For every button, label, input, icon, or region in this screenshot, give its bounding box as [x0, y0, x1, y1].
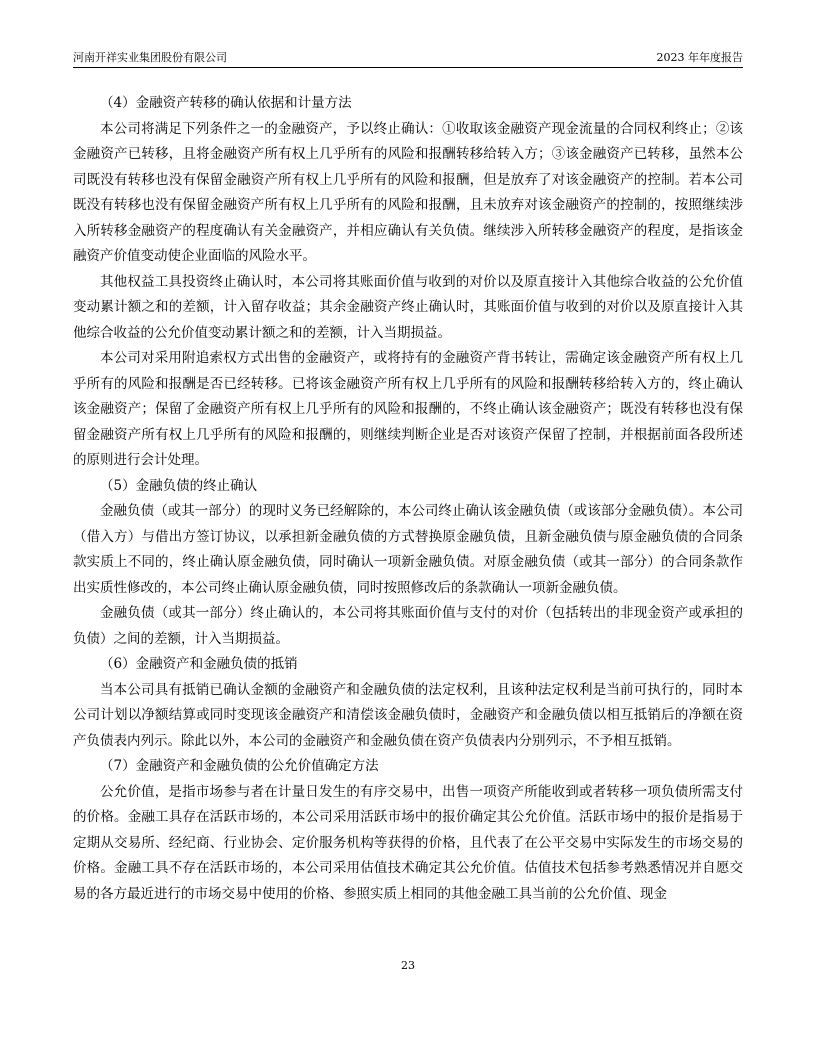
document-body — [73, 91, 743, 907]
page-header — [73, 50, 743, 66]
paragraph: 金融负债（或其一部分）的现时义务已经解除的，本公司终止确认该金融负债（或该部分金融负债）。本公司（借入方）与借出方签订协议，以承担新金融负债的方式替换原金融负债，且新金融负债与原金融负债的合同条款实质上不同的，终止确认原金融负债，同时确认一项新金融负债。对原金融负债（或其一部分）的合同条款作出实质性修改的，本公司终止确认原金融负债，同时按照修改后的条款确认一项新金融负债。 — [73, 503, 743, 596]
page-number: 23 — [401, 959, 415, 972]
paragraph: 当本公司具有抵销已确认金额的金融资产和金融负债的法定权利，且该种法定权利是当前可执行的，同时本公司计划以净额结算或同时变现该金融资产和清偿该金融负债时，金融资产和金融负债以相互抵销后的净额在资产负债表内列示。除此以外，本公司的金融资产和金融负债在资产负债表内分别列示，不予相互抵销。 — [73, 681, 743, 749]
header-company-name: 河南开祥实业集团股份有限公司 — [73, 51, 227, 64]
paragraph: 公允价值，是指市场参与者在计量日发生的有序交易中，出售一项资产所能收到或者转移一项负债所需支付的价格。金融工具存在活跃市场的，本公司采用活跃市场中的报价确定其公允价值。活跃市场中的报价是指易于定期从交易所、经纪商、行业协会、定价服务机构等获得的价格，且代表了在公平交易中实际发生的市场交易的价格。金融工具不存在活跃市场的，本公司采用估值技术确定其公允价值。估值技术包括参考熟悉情况并自愿交易的各方最近进行的市场交易中使用的价格、参照实质上相同的其他金融工具当前的公允价值、现金 — [73, 783, 743, 902]
paragraph: 其他权益工具投资终止确认时，本公司将其账面价值与收到的对价以及原直接计入其他综合收益的公允价值变动累计额之和的差额，计入留存收益；其余金融资产终止确认时，其账面价值与收到的对价以及原直接计入其他综合收益的公允价值变动累计额之和的差额，计入当期损益。 — [73, 273, 743, 341]
header-divider — [73, 67, 743, 68]
section-heading-7: （7）金融资产和金融负债的公允价值确定方法 — [100, 758, 379, 774]
paragraph: 金融负债（或其一部分）终止确认的，本公司将其账面价值与支付的对价（包括转出的非现金资产或承担的负债）之间的差额，计入当期损益。 — [73, 605, 743, 647]
paragraph: 本公司对采用附追索权方式出售的金融资产，或将持有的金融资产背书转让，需确定该金融资产所有权上几乎所有的风险和报酬是否已经转移。已将该金融资产所有权上几乎所有的风险和报酬转移给转入方的，终止确认该金融资产；保留了金融资产所有权上几乎所有的风险和报酬的，不终止确认该金融资产；既没有转移也没有保留金融资产所有权上几乎所有的风险和报酬的，则继续判断企业是否对该资产保留了控制，并根据前面各段所述的原则进行会计处理。 — [73, 350, 743, 468]
header-report-title: 2023 年年度报告 — [656, 51, 743, 64]
paragraph: 本公司将满足下列条件之一的金融资产，予以终止确认：①收取该金融资产现金流量的合同权利终止；②该金融资产已转移，且将金融资产所有权上几乎所有的风险和报酬转移给转入方；③该金融资产已转移，虽然本公司既没有转移也没有保留金融资产所有权上几乎所有的风险和报酬，但是放弃了对该金融资产的控制。若本公司既没有转移也没有保留金融资产所有权上几乎所有的风险和报酬，且未放弃对该金融资产的控制的，按照继续涉入所转移金融资产的程度确认有关金融资产，并相应确认有关负债。继续涉入所转移金融资产的程度，是指该金融资产价值变动使企业面临的风险水平。 — [73, 120, 743, 264]
section-heading-6: （6）金融资产和金融负债的抵销 — [100, 656, 298, 672]
section-heading-5: （5）金融负债的终止确认 — [100, 477, 258, 494]
section-heading-4: （4）金融资产转移的确认依据和计量方法 — [100, 95, 352, 111]
